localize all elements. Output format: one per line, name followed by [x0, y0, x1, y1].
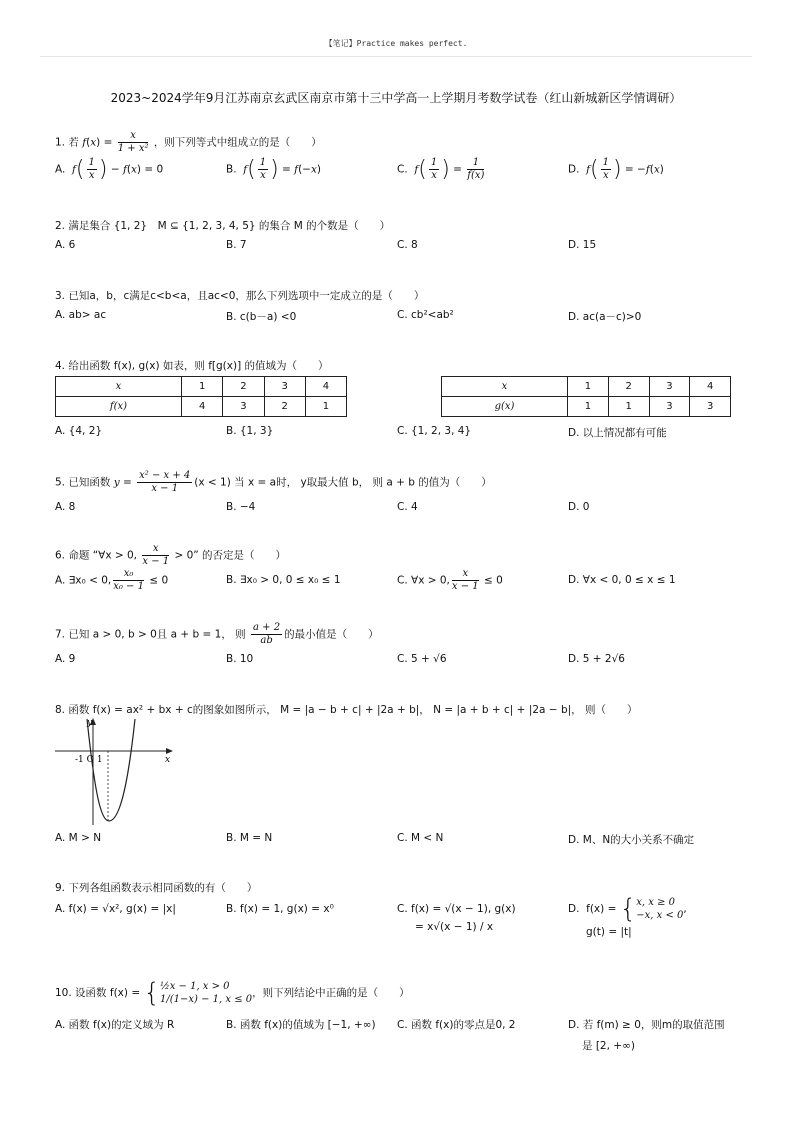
q1-option-b[interactable]: B. f( $\frac{1}{x}$ ) = f(−x) [226, 157, 321, 182]
table-cell: x [442, 377, 568, 397]
q9-option-c-line1: C. f(x) = √(x − 1), g(x) [397, 903, 516, 915]
y-axis-label: y [87, 718, 93, 728]
q5-option-b[interactable]: B. −4 [226, 501, 256, 513]
question-1: 1. 若 f(x) = $\frac{x}{\text{1 + x²}}$ ，则下列等式中组成立的是（ ） [55, 130, 322, 154]
parabola-graph [55, 715, 180, 827]
q10-option-d[interactable] [568, 1017, 725, 1053]
question-10: 10. 设函数 f(x) = { ½x − 1, x > 0 1/(1−x) − 1, x ≤ 0 ，则下列结论中正确的是（ ） [55, 978, 410, 1008]
q1-option-c[interactable]: C. f( $\frac{1}{x}$ ) = $\frac{1}{f(x)}$ [397, 157, 485, 182]
x-axis-label: x [165, 755, 171, 765]
table-cell: 1 [608, 397, 649, 417]
q4-option-d[interactable]: D. 以上情况都有可能 [568, 427, 667, 439]
table-cell: x [56, 377, 182, 397]
page-header-note: 【笔记】Practice makes perfect. [324, 39, 468, 48]
g-value-table [441, 376, 731, 417]
table-cell: 3 [264, 377, 305, 397]
q2-option-a[interactable]: A. 6 [55, 239, 76, 251]
q10-option-d-line1: D. 若 f(m) ≥ 0，则m的取值范围 [568, 1019, 725, 1031]
table-cell: 3 [690, 397, 731, 417]
q5-option-a[interactable]: A. 8 [55, 501, 76, 513]
q1-option-a[interactable]: A. f( $\frac{1}{x}$ ) − f(x) = 0 [55, 157, 164, 182]
tick-labels: -1 O 1 [75, 755, 103, 765]
table-cell: 4 [690, 377, 731, 397]
q5-option-c[interactable]: C. 4 [397, 501, 418, 513]
q9-option-d[interactable]: D. f(x) = { x, x ≥ 0 −x, x < 0 , g(t) = |t| [568, 894, 687, 938]
q4-option-c[interactable]: C. {1, 2, 3, 4} [397, 425, 472, 437]
q2-option-b[interactable]: B. 7 [226, 239, 247, 251]
q8-option-b[interactable]: B. M = N [226, 832, 273, 844]
brace-glyph: { [143, 978, 161, 1008]
q9-option-c-line2: = x√(x − 1) / x [415, 921, 494, 933]
table-cell: 3 [649, 377, 690, 397]
brace-glyph: { [619, 894, 637, 924]
q9-option-d-line2: g(t) = |t| [586, 926, 632, 938]
table-cell: 1 [305, 397, 346, 417]
q8-option-a[interactable]: A. M > N [55, 832, 102, 844]
table-cell: 2 [223, 377, 264, 397]
question-7: 7. 已知 a > 0, b > 0且 a + b = 1， 则 $\frac{a + 2}{ab}$ 的最小值是（ ） [55, 622, 379, 646]
question-5: 5. 已知函数 y = $\frac{\text{x² − x + 4}}{x - 1}$ (x < 1) 当 x = a时， y取最大值 b， 则 a + b 的值为（ ） [55, 470, 492, 494]
q2-option-d[interactable]: D. 15 [568, 239, 597, 251]
q6-option-a[interactable]: A. ∃x₀ < 0, $\frac{\text{x₀}}{\text{x₀ − 1}}$ ≤ 0 [55, 568, 169, 592]
table-cell: 1 [568, 377, 609, 397]
question-9: 9. 下列各组函数表示相同函数的有（ ） [55, 882, 258, 894]
question-2: 2. 满足集合 {1, 2} M ⊆ {1, 2, 3, 4, 5} 的集合 M 的个数是（ ） [55, 220, 391, 232]
q3-option-d[interactable]: D. ac(a－c)>0 [568, 311, 642, 323]
q7-option-a[interactable]: A. 9 [55, 653, 76, 665]
q10-option-d-line2: 是 [2, +∞) [582, 1040, 635, 1052]
question-3: 3. 已知a，b，c满足c<b<a，且ac<0，那么下列选项中一定成立的是（ ） [55, 290, 425, 302]
q6-option-c[interactable]: C. ∀x > 0, $\frac{x}{x - 1}$ ≤ 0 [397, 568, 503, 592]
q6-option-b[interactable]: B. ∃x₀ > 0, 0 ≤ x₀ ≤ 1 [226, 574, 341, 586]
question-6: 6. 命题 “∀x > 0, $\frac{x}{x - 1}$ > 0” 的否定是（ ） [55, 543, 287, 567]
q10-option-b[interactable]: B. 函数 f(x)的值域为 [−1, +∞) [226, 1019, 376, 1031]
q4-option-b[interactable]: B. {1, 3} [226, 425, 274, 437]
q10-option-c[interactable]: C. 函数 f(x)的零点是0, 2 [397, 1019, 516, 1031]
table-cell: g(x) [442, 397, 568, 417]
header-divider [40, 56, 752, 57]
q6-option-d[interactable]: D. ∀x < 0, 0 ≤ x ≤ 1 [568, 574, 676, 586]
q4-option-a[interactable]: A. {4, 2} [55, 425, 103, 437]
q5-option-d[interactable]: D. 0 [568, 501, 590, 513]
q9-option-a[interactable]: A. f(x) = √x², g(x) = |x| [55, 903, 176, 915]
table-cell: 3 [649, 397, 690, 417]
table-cell: 3 [223, 397, 264, 417]
table-cell: 2 [608, 377, 649, 397]
table-cell: 2 [264, 397, 305, 417]
q7-option-c[interactable]: C. 5 + √6 [397, 653, 447, 665]
q1-option-d[interactable]: D. f( $\frac{1}{x}$ ) = −f(x) [568, 157, 664, 182]
question-8: 8. 函数 f(x) = ax² + bx + c的图象如图所示， M = |a − b + c| + |2a + b|， N = |a + b + c| + |2a − b|， 则（ ） [55, 704, 638, 716]
table-cell: 1 [182, 377, 223, 397]
table-cell: 4 [305, 377, 346, 397]
q9-option-c[interactable] [397, 903, 516, 933]
parabola-curve [87, 719, 135, 821]
q3-option-b[interactable]: B. c(b－a) <0 [226, 311, 297, 323]
q10-option-a[interactable]: A. 函数 f(x)的定义域为 R [55, 1019, 175, 1031]
q9-option-b[interactable]: B. f(x) = 1, g(x) = x⁰ [226, 903, 334, 915]
q3-option-c[interactable]: C. cb²<ab² [397, 309, 454, 321]
page-title: 2023~2024学年9月江苏南京玄武区南京市第十三中学高一上学期月考数学试卷（红山新城新区学情调研） [110, 91, 682, 105]
q3-option-a[interactable]: A. ab> ac [55, 309, 107, 321]
q8-option-c[interactable]: C. M < N [397, 832, 444, 844]
q2-option-c[interactable]: C. 8 [397, 239, 418, 251]
table-cell: f(x) [56, 397, 182, 417]
x-axis-arrow [166, 748, 173, 754]
q7-option-b[interactable]: B. 10 [226, 653, 254, 665]
question-4: 4. 给出函数 f(x), g(x) 如表，则 f[g(x)] 的值域为（ ） [55, 360, 329, 372]
q7-option-d[interactable]: D. 5 + 2√6 [568, 653, 625, 665]
table-cell: 4 [182, 397, 223, 417]
f-value-table [55, 376, 347, 417]
table-cell: 1 [568, 397, 609, 417]
q8-option-d[interactable]: D. M、N的大小关系不确定 [568, 834, 695, 846]
